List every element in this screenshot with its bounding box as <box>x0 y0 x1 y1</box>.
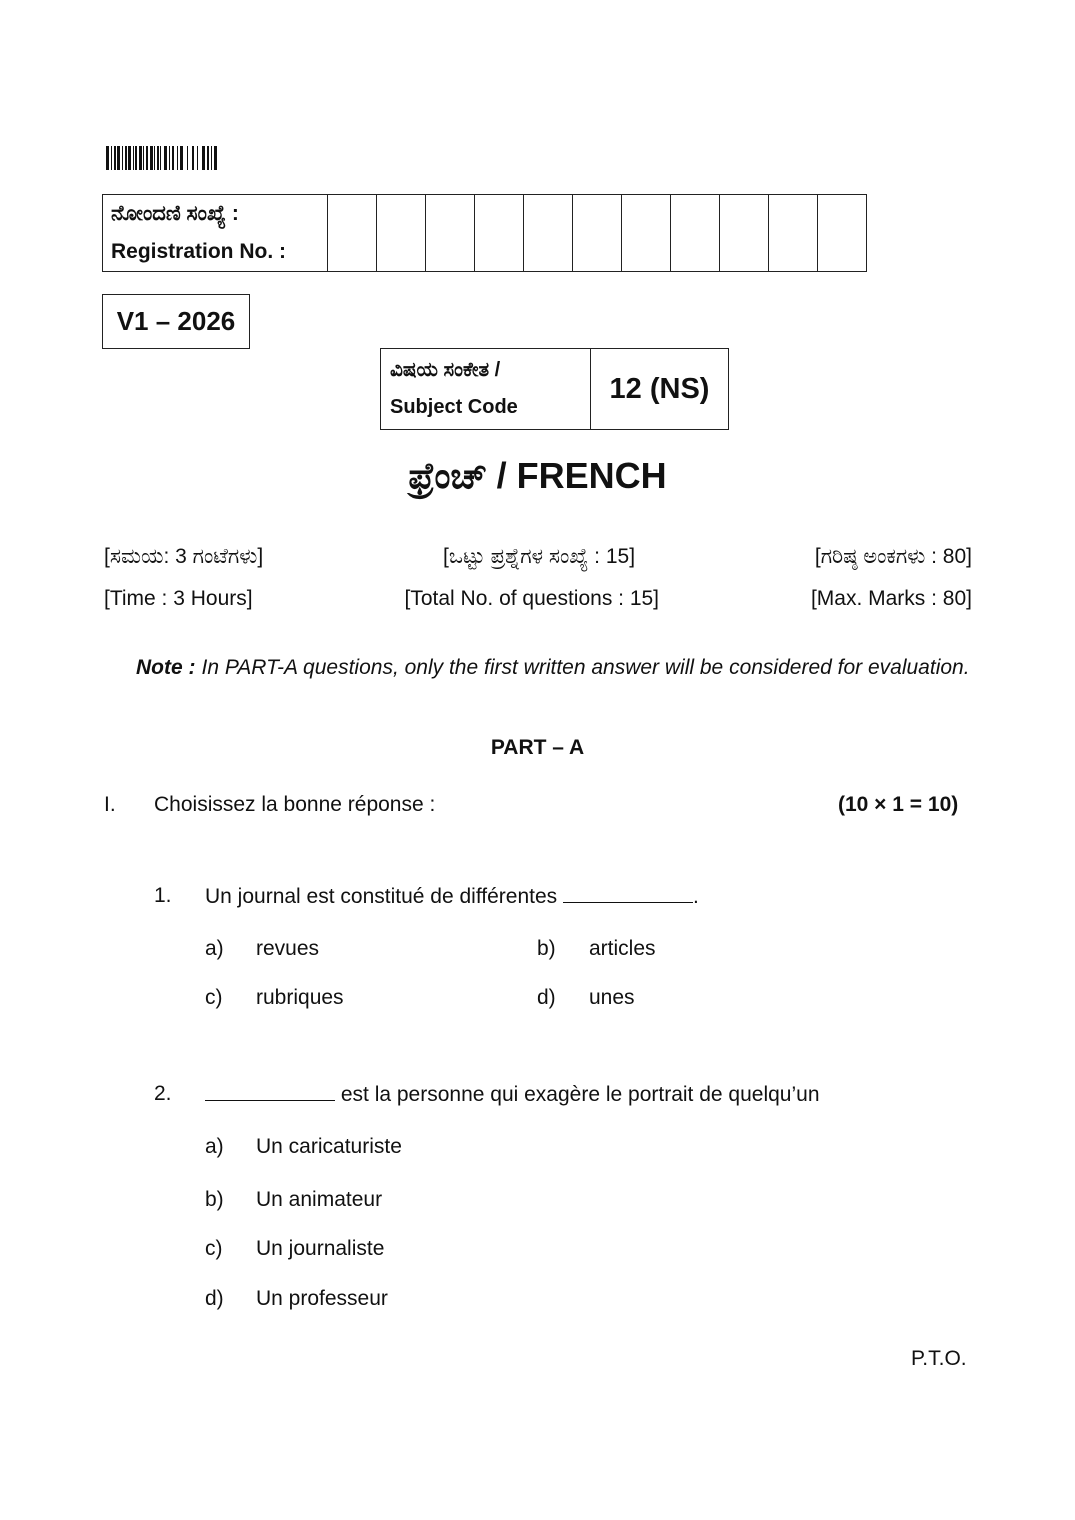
question-text <box>205 884 699 909</box>
subject-code-value: 12 (NS) <box>591 349 729 430</box>
answer-blank <box>563 884 693 903</box>
section-marks: (10 × 1 = 10) <box>838 793 959 816</box>
subject-code-label <box>381 349 591 430</box>
registration-digit-box[interactable] <box>524 195 573 272</box>
option-letter: d) <box>205 1287 224 1310</box>
registration-label-kannada: ನೋಂದಣಿ ಸಂಖ್ಯೆ : <box>111 202 239 225</box>
section-number: I. <box>104 793 116 816</box>
time-kannada: [ಸಮಯ: 3 ಗಂಟೆಗಳು] <box>104 545 264 568</box>
max-marks-kannada: [ಗರಿಷ್ಠ ಅಂಕಗಳು : 80] <box>814 545 972 568</box>
option-text: Un journaliste <box>256 1237 385 1260</box>
registration-label-english: Registration No. : <box>111 240 287 263</box>
option-letter: a) <box>205 937 224 960</box>
registration-digit-box[interactable] <box>769 195 818 272</box>
version-code-box <box>102 294 250 349</box>
answer-blank <box>205 1082 335 1101</box>
question-text-after: . <box>693 885 699 908</box>
part-heading: PART – A <box>490 736 585 759</box>
meta-row-kannada <box>104 545 972 569</box>
option-letter: d) <box>537 986 556 1009</box>
question-number: 2. <box>154 1082 172 1105</box>
registration-digit-box[interactable] <box>328 195 377 272</box>
question-text-after: est la personne qui exagère le portrait de quelqu’un <box>340 1083 820 1106</box>
subject-code-label-english: Subject Code <box>390 396 518 418</box>
registration-table <box>102 194 867 272</box>
registration-digit-box[interactable] <box>671 195 720 272</box>
registration-digit-box[interactable] <box>573 195 622 272</box>
page-footer-pto: P.T.O. <box>911 1347 967 1370</box>
questions-count-english: [Total No. of questions : 15] <box>404 587 660 610</box>
note <box>136 654 974 682</box>
note-label: Note : <box>136 656 196 679</box>
option-text: Un animateur <box>256 1188 383 1211</box>
option-letter: a) <box>205 1135 224 1158</box>
barcode <box>106 146 217 170</box>
registration-digit-box[interactable] <box>377 195 426 272</box>
option-letter: c) <box>205 1237 223 1260</box>
registration-digit-box[interactable] <box>475 195 524 272</box>
registration-label <box>103 195 328 272</box>
option-text: articles <box>589 937 656 960</box>
option-letter: c) <box>205 986 223 1009</box>
registration-digit-box[interactable] <box>818 195 867 272</box>
questions-count-kannada: [ಒಟ್ಟು ಪ್ರಶ್ನೆಗಳ ಸಂಖ್ಯೆ : 15] <box>443 545 636 568</box>
question-text-before: Un journal est constitué de différentes <box>205 885 558 908</box>
option-text: Un professeur <box>256 1287 388 1310</box>
option-text: unes <box>589 986 635 1009</box>
note-text: In PART-A questions, only the first written answer will be considered for evaluation. <box>201 656 970 679</box>
subject-code-table <box>380 348 729 430</box>
option-text: Un caricaturiste <box>256 1135 402 1158</box>
version-code: V1 – 2026 <box>116 306 236 336</box>
max-marks-english: [Max. Marks : 80] <box>810 587 972 610</box>
time-english: [Time : 3 Hours] <box>104 587 253 610</box>
section-instruction: Choisissez la bonne réponse : <box>154 793 436 816</box>
option-text: rubriques <box>256 986 344 1009</box>
question-text <box>205 1082 820 1107</box>
option-letter: b) <box>537 937 556 960</box>
registration-digit-box[interactable] <box>622 195 671 272</box>
option-letter: b) <box>205 1188 224 1211</box>
option-text: revues <box>256 937 320 960</box>
exam-title: ಫ್ರೆಂಚ್ / FRENCH <box>408 455 667 496</box>
registration-digit-box[interactable] <box>720 195 769 272</box>
question-number: 1. <box>154 884 172 907</box>
meta-row-english <box>104 587 972 611</box>
subject-code-label-kannada: ವಿಷಯ ಸಂಕೇತ / <box>390 359 501 381</box>
registration-digit-box[interactable] <box>426 195 475 272</box>
